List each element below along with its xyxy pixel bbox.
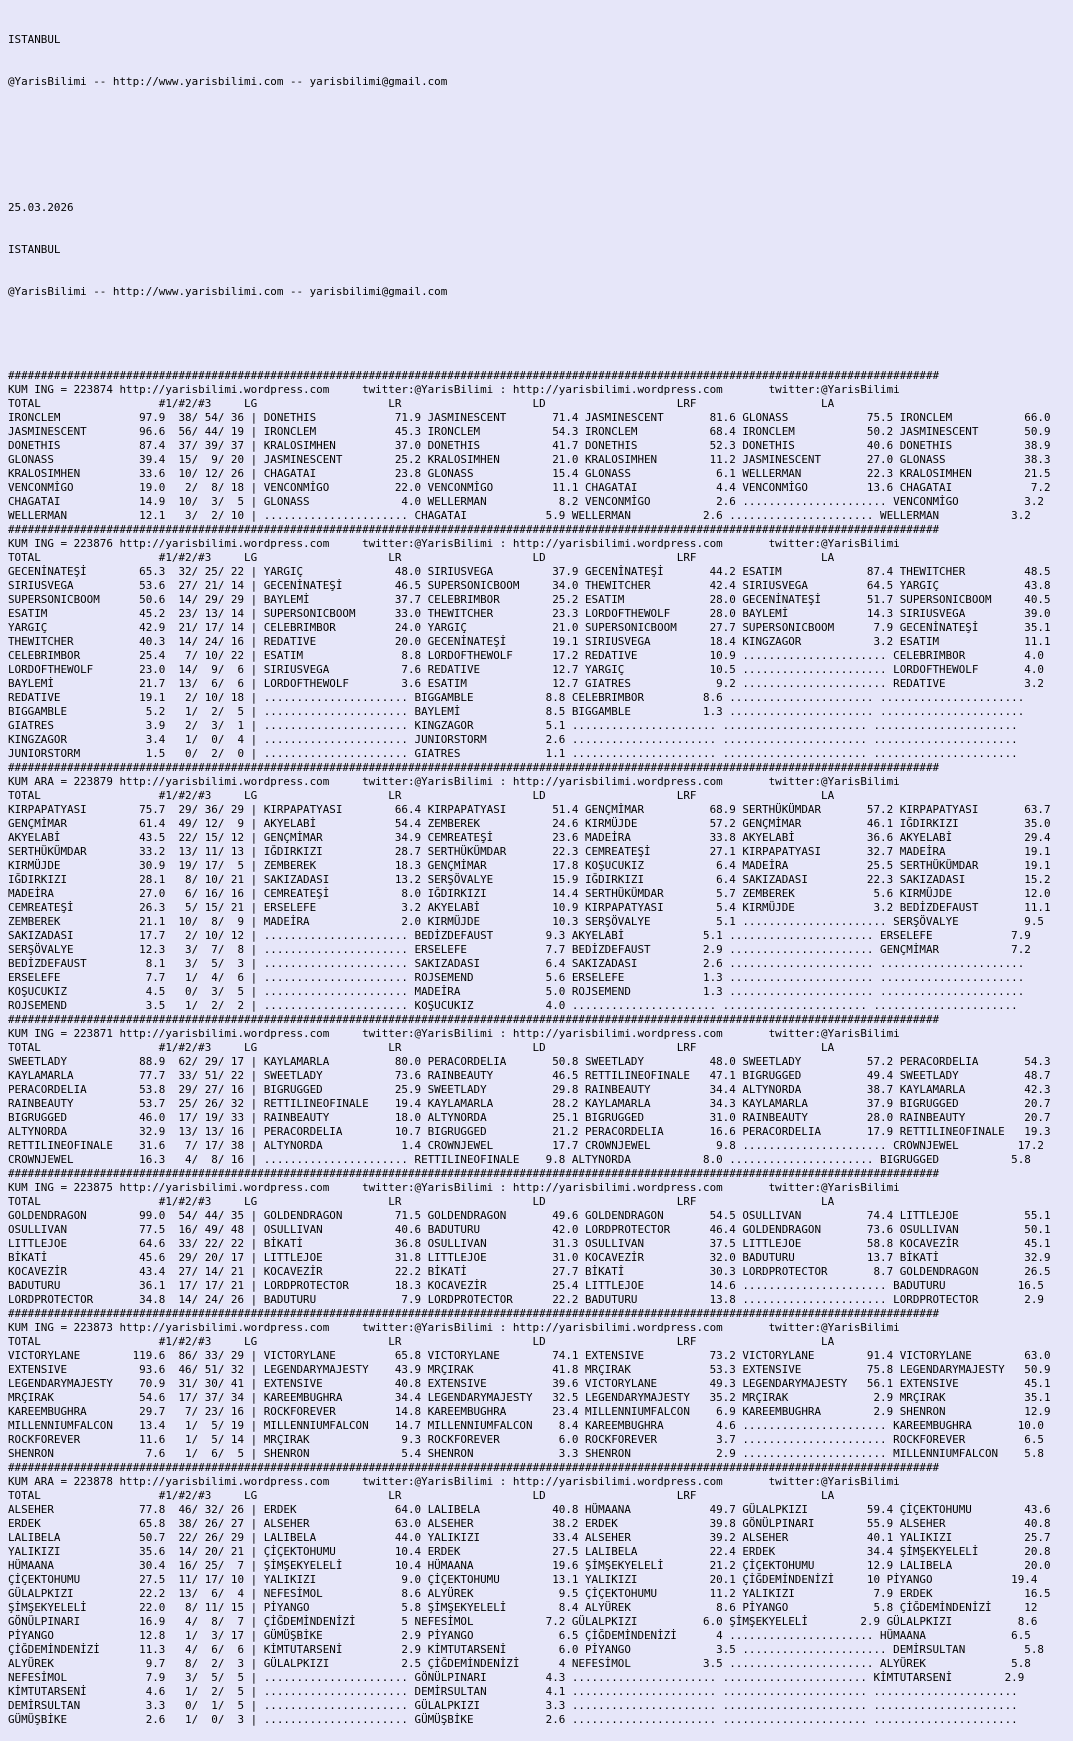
race-row: BİKATİ 45.6 29/ 20/ 17 | LITTLEJOE 31.8 LITTLEJOE 31.0 KOCAVEZİR 32.0 BADUTURU 13.7 BİKATİ 32.9 [8, 1251, 1051, 1264]
race-row: OSULLIVAN 77.5 16/ 49/ 48 | OSULLIVAN 40.6 BADUTURU 42.0 LORDPROTECTOR 46.4 GOLDENDRAGON 73.6 OSULLIVAN 50.1 [8, 1223, 1051, 1236]
race-row: RETTILINEOFINALE 31.6 7/ 17/ 38 | ALTYNORDA 1.4 CROWNJEWEL 17.7 CROWNJEWEL 9.8 ...................... CROWNJEWEL 17.2 [8, 1139, 1044, 1152]
race-row: GÜMÜŞBİKE 2.6 1/ 0/ 3 | ...................... GÜMÜŞBİKE 2.6 ...................... ...................... ...................... [8, 1713, 1018, 1726]
race-row: BAYLEMİ 21.7 13/ 6/ 6 | LORDOFTHEWOLF 3.6 ESATIM 12.7 GIATRES 9.2 ...................... REDATIVE 3.2 [8, 677, 1044, 690]
race-row: GOLDENDRAGON 99.0 54/ 44/ 35 | GOLDENDRAGON 71.5 GOLDENDRAGON 49.6 GOLDENDRAGON 54.5 OSULLIVAN 74.4 LITTLEJOE 55.1 [8, 1209, 1051, 1222]
column-header: TOTAL #1/#2/#3 LG LR LD LRF LA [8, 397, 835, 410]
race-row: BEDİZDEFAUST 8.1 3/ 5/ 3 | ...................... SAKIZADASI 6.4 SAKIZADASI 2.6 ...................... ...................... [8, 957, 1025, 970]
race-row: LORDPROTECTOR 34.8 14/ 24/ 26 | BADUTURU 7.9 LORDPROTECTOR 22.2 BADUTURU 13.8 ...................... LORDPROTECTOR 2.9 [8, 1293, 1044, 1306]
race-row: GÖNÜLPINARI 16.9 4/ 8/ 7 | ÇİĞDEMİNDENİZİ 5 NEFESİMOL 7.2 GÜLALPKIZI 6.0 ŞİMŞEKYELELİ 2.9 GÜLALPKIZI 8.6 [8, 1615, 1038, 1628]
race-row: GÜLALPKIZI 22.2 13/ 6/ 4 | NEFESİMOL 8.6 ALYÜREK 9.5 ÇİÇEKTOHUMU 11.2 YALIKIZI 7.9 ERDEK 16.5 [8, 1587, 1051, 1600]
race-row: PİYANGO 12.8 1/ 3/ 17 | GÜMÜŞBİKE 2.9 PİYANGO 6.5 ÇİĞDEMİNDENİZİ 4 ...................... HÜMAANA 6.5 [8, 1629, 1031, 1642]
race-row: WELLERMAN 12.1 3/ 2/ 10 | ...................... CHAGATAI 5.9 WELLERMAN 2.6 ...................... WELLERMAN 3.2 [8, 509, 1031, 522]
race-row: ALTYNORDA 32.9 13/ 13/ 16 | PERACORDELIA 10.7 BIGRUGGED 21.2 PERACORDELIA 16.6 PERACORDELIA 17.9 RETTILINEOFINALE 19.3 [8, 1125, 1051, 1138]
race-row: SHENRON 7.6 1/ 6/ 5 | SHENRON 5.4 SHENRON 3.3 SHENRON 2.9 ...................... MILLENNIUMFALCON 5.8 [8, 1447, 1044, 1460]
separator-line: ############################################################################################################################################## [8, 523, 940, 536]
race-row: ŞİMŞEKYELELİ 22.0 8/ 11/ 15 | PİYANGO 5.8 ŞİMŞEKYELELİ 8.4 ALYÜREK 8.6 PİYANGO 5.8 ÇİĞDEMİNDENİZİ 12 [8, 1601, 1038, 1614]
race-row: CHAGATAI 14.9 10/ 3/ 5 | GLONASS 4.0 WELLERMAN 8.2 VENCONMİGO 2.6 ...................... VENCONMİGO 3.2 [8, 495, 1044, 508]
header-city: ISTANBUL [8, 243, 61, 256]
race-row: VENCONMİGO 19.0 2/ 8/ 18 | VENCONMİGO 22.0 VENCONMİGO 11.1 CHAGATAI 4.4 VENCONMİGO 13.6 CHAGATAI 7.2 [8, 481, 1051, 494]
race-row: KRALOSIMHEN 33.6 10/ 12/ 26 | CHAGATAI 23.8 GLONASS 15.4 GLONASS 6.1 WELLERMAN 22.3 KRALOSIMHEN 21.5 [8, 467, 1051, 480]
race-row: GLONASS 39.4 15/ 9/ 20 | JASMINESCENT 25.2 KRALOSIMHEN 21.0 KRALOSIMHEN 11.2 JASMINESCENT 27.0 GLONASS 38.3 [8, 453, 1051, 466]
race-row: DONETHIS 87.4 37/ 39/ 37 | KRALOSIMHEN 37.0 DONETHIS 41.7 DONETHIS 52.3 DONETHIS 40.6 DONETHIS 38.9 [8, 439, 1051, 452]
race-row: BIGGAMBLE 5.2 1/ 2/ 5 | ...................... BAYLEMİ 8.5 BIGGAMBLE 1.3 ...................... ...................... [8, 705, 1025, 718]
race-row: ROCKFOREVER 11.6 1/ 5/ 14 | MRÇIRAK 9.3 ROCKFOREVER 6.0 ROCKFOREVER 3.7 ...................... ROCKFOREVER 6.5 [8, 1433, 1044, 1446]
race-row: EXTENSIVE 93.6 46/ 51/ 32 | LEGENDARYMAJESTY 43.9 MRÇIRAK 41.8 MRÇIRAK 53.3 EXTENSIVE 75.8 LEGENDARYMAJESTY 50.9 [8, 1363, 1051, 1376]
race-row: YALIKIZI 35.6 14/ 20/ 21 | ÇİÇEKTOHUMU 10.4 ERDEK 27.5 LALIBELA 22.4 ERDEK 34.4 ŞİMŞEKYELELİ 20.8 [8, 1545, 1051, 1558]
race-row: ÇİÇEKTOHUMU 27.5 11/ 17/ 10 | YALIKIZI 9.0 ÇİÇEKTOHUMU 13.1 YALIKIZI 20.1 ÇİĞDEMİNDENİZİ 10 PİYANGO 19.4 [8, 1573, 1038, 1586]
race-row: VICTORYLANE 119.6 86/ 33/ 29 | VICTORYLANE 65.8 VICTORYLANE 74.1 EXTENSIVE 73.2 VICTORYLANE 91.4 VICTORYLANE 63.0 [8, 1349, 1051, 1362]
race-row: JUNIORSTORM 1.5 0/ 2/ 0 | ...................... GIATRES 1.1 ...................... ...................... ...................... [8, 747, 1018, 760]
race-title: KUM ARA = 223879 http://yarisbilimi.wordpress.com twitter:@YarisBilimi : http://yarisbilimi.wordpress.com twitter:@YarisBilimi [8, 775, 900, 788]
race-row: AKYELABİ 43.5 22/ 15/ 12 | GENÇMİMAR 34.9 CEMREATEŞİ 23.6 MADEİRA 33.8 AKYELABİ 36.6 AKYELABİ 29.4 [8, 831, 1051, 844]
race-row: SERŞÖVALYE 12.3 3/ 7/ 8 | ...................... ERSELEFE 7.7 BEDİZDEFAUST 2.9 ...................... GENÇMİMAR 7.2 [8, 943, 1031, 956]
race-row: LEGENDARYMAJESTY 70.9 31/ 30/ 41 | EXTENSIVE 40.8 EXTENSIVE 39.6 VICTORYLANE 49.3 LEGENDARYMAJESTY 56.1 EXTENSIVE 45.1 [8, 1377, 1051, 1390]
race-row: KOCAVEZİR 43.4 27/ 14/ 21 | KOCAVEZİR 22.2 BİKATİ 27.7 BİKATİ 30.3 LORDPROTECTOR 8.7 GOLDENDRAGON 26.5 [8, 1265, 1051, 1278]
race-row: GECENİNATEŞİ 65.3 32/ 25/ 22 | YARGIÇ 48.0 SIRIUSVEGA 37.9 GECENİNATEŞİ 44.2 ESATIM 87.4 THEWITCHER 48.5 [8, 565, 1051, 578]
race-row: CROWNJEWEL 16.3 4/ 8/ 16 | ...................... RETTILINEOFINALE 9.8 ALTYNORDA 8.0 ...................... BIGRUGGED 5.8 [8, 1153, 1031, 1166]
column-header: TOTAL #1/#2/#3 LG LR LD LRF LA [8, 551, 835, 564]
race-title: KUM ING = 223876 http://yarisbilimi.wordpress.com twitter:@YarisBilimi : http://yarisbilimi.wordpress.com twitter:@YarisBilimi [8, 537, 900, 550]
race-row: MRÇIRAK 54.6 17/ 37/ 34 | KAREEMBUGHRA 34.4 LEGENDARYMAJESTY 32.5 LEGENDARYMAJESTY 35.2 MRÇIRAK 2.9 MRÇIRAK 35.1 [8, 1391, 1051, 1404]
race-row: BIGRUGGED 46.0 17/ 19/ 33 | RAINBEAUTY 18.0 ALTYNORDA 25.1 BIGRUGGED 31.0 RAINBEAUTY 28.0 RAINBEAUTY 20.7 [8, 1111, 1051, 1124]
race-row: IĞDIRKIZI 28.1 8/ 10/ 21 | SAKIZADASI 13.2 SERŞÖVALYE 15.9 IĞDIRKIZI 6.4 SAKIZADASI 22.3 SAKIZADASI 15.2 [8, 873, 1051, 886]
race-row: KAREEMBUGHRA 29.7 7/ 23/ 16 | ROCKFOREVER 14.8 KAREEMBUGHRA 23.4 MILLENNIUMFALCON 6.9 KAREEMBUGHRA 2.9 SHENRON 12.9 [8, 1405, 1051, 1418]
race-row: SWEETLADY 88.9 62/ 29/ 17 | KAYLAMARLA 80.0 PERACORDELIA 50.8 SWEETLADY 48.0 SWEETLADY 57.2 PERACORDELIA 54.3 [8, 1055, 1051, 1068]
race-row: ROJSEMEND 3.5 1/ 2/ 2 | ...................... KOŞUCUKIZ 4.0 ...................... ...................... ...................... [8, 999, 1018, 1012]
separator-line: ############################################################################################################################################## [8, 1307, 940, 1320]
race-row: GENÇMİMAR 61.4 49/ 12/ 9 | AKYELABİ 54.4 ZEMBEREK 24.6 KIRMÜJDE 57.2 GENÇMİMAR 46.1 IĞDIRKIZI 35.0 [8, 817, 1051, 830]
race-row: IRONCLEM 97.9 38/ 54/ 36 | DONETHIS 71.9 JASMINESCENT 71.4 JASMINESCENT 81.6 GLONASS 75.5 IRONCLEM 66.0 [8, 411, 1051, 424]
race-row: ÇİĞDEMİNDENİZİ 11.3 4/ 6/ 6 | KİMTUTARSENİ 2.9 KİMTUTARSENİ 6.0 PİYANGO 3.5 ...................... DEMİRSULTAN 5.8 [8, 1643, 1044, 1656]
race-row: KIRPAPATYASI 75.7 29/ 36/ 29 | KIRPAPATYASI 66.4 KIRPAPATYASI 51.4 GENÇMİMAR 68.9 SERTHÜKÜMDAR 57.2 KIRPAPATYASI 63.7 [8, 803, 1051, 816]
column-header: TOTAL #1/#2/#3 LG LR LD LRF LA [8, 1041, 835, 1054]
race-row: LITTLEJOE 64.6 33/ 22/ 22 | BİKATİ 36.8 OSULLIVAN 31.3 OSULLIVAN 37.5 LITTLEJOE 58.8 KOCAVEZİR 45.1 [8, 1237, 1051, 1250]
race-row: PERACORDELIA 53.8 29/ 27/ 16 | BIGRUGGED 25.9 SWEETLADY 29.8 RAINBEAUTY 34.4 ALTYNORDA 38.7 KAYLAMARLA 42.3 [8, 1083, 1051, 1096]
race-row: MADEİRA 27.0 6/ 16/ 16 | CEMREATEŞİ 8.0 IĞDIRKIZI 14.4 SERTHÜKÜMDAR 5.7 ZEMBEREK 5.6 KIRMÜJDE 12.0 [8, 887, 1051, 900]
race-row: BADUTURU 36.1 17/ 17/ 21 | LORDPROTECTOR 18.3 KOCAVEZİR 25.4 LITTLEJOE 14.6 ...................... BADUTURU 16.5 [8, 1279, 1044, 1292]
race-row: YARGIÇ 42.9 21/ 17/ 14 | CELEBRIMBOR 24.0 YARGIÇ 21.0 SUPERSONICBOOM 27.7 SUPERSONICBOOM 7.9 GECENİNATEŞİ 35.1 [8, 621, 1051, 634]
race-row: KİMTUTARSENİ 4.6 1/ 2/ 5 | ...................... DEMİRSULTAN 4.1 ...................... ...................... ...................... [8, 1685, 1018, 1698]
race-row: DEMİRSULTAN 3.3 0/ 1/ 5 | ...................... GÜLALPKIZI 3.3 ...................... ...................... ...................... [8, 1699, 1018, 1712]
race-title: KUM ING = 223871 http://yarisbilimi.wordpress.com twitter:@YarisBilimi : http://yarisbilimi.wordpress.com twitter:@YarisBilimi [8, 1027, 900, 1040]
race-row: SIRIUSVEGA 53.6 27/ 21/ 14 | GECENİNATEŞİ 46.5 SUPERSONICBOOM 34.0 THEWITCHER 42.4 SIRIUSVEGA 64.5 YARGIÇ 43.8 [8, 579, 1051, 592]
race-row: LORDOFTHEWOLF 23.0 14/ 9/ 6 | SIRIUSVEGA 7.6 REDATIVE 12.7 YARGIÇ 10.5 ...................... LORDOFTHEWOLF 4.0 [8, 663, 1044, 676]
race-row: RAINBEAUTY 53.7 25/ 26/ 32 | RETTILINEOFINALE 19.4 KAYLAMARLA 28.2 KAYLAMARLA 34.3 KAYLAMARLA 37.9 BIGRUGGED 20.7 [8, 1097, 1051, 1110]
race-title: KUM ING = 223874 http://yarisbilimi.wordpress.com twitter:@YarisBilimi : http://yarisbilimi.wordpress.com twitter:@YarisBilimi [8, 383, 900, 396]
race-row: JASMINESCENT 96.6 56/ 44/ 19 | IRONCLEM 45.3 IRONCLEM 54.3 IRONCLEM 68.4 IRONCLEM 50.2 JASMINESCENT 50.9 [8, 425, 1051, 438]
column-header: TOTAL #1/#2/#3 LG LR LD LRF LA [8, 1335, 835, 1348]
race-row: THEWITCHER 40.3 14/ 24/ 16 | REDATIVE 20.0 GECENİNATEŞİ 19.1 SIRIUSVEGA 18.4 KINGZAGOR 3.2 ESATIM 11.1 [8, 635, 1051, 648]
separator-line: ############################################################################################################################################## [8, 1461, 940, 1474]
race-row: GIATRES 3.9 2/ 3/ 1 | ...................... KINGZAGOR 5.1 ...................... ...................... ...................... [8, 719, 1018, 732]
race-title: KUM ING = 223875 http://yarisbilimi.wordpress.com twitter:@YarisBilimi : http://yarisbilimi.wordpress.com twitter:@YarisBilimi [8, 1181, 900, 1194]
header-date: 25.03.2026 [8, 201, 74, 214]
separator-line: ############################################################################################################################################## [8, 369, 940, 382]
header-city-top: ISTANBUL [8, 33, 61, 46]
race-row: SAKIZADASI 17.7 2/ 10/ 12 | ...................... BEDİZDEFAUST 9.3 AKYELABİ 5.1 ...................... ERSELEFE 7.9 [8, 929, 1031, 942]
separator-line: ############################################################################################################################################## [8, 1013, 940, 1026]
race-row: KAYLAMARLA 77.7 33/ 51/ 22 | SWEETLADY 73.6 RAINBEAUTY 46.5 RETTILINEOFINALE 47.1 BIGRUGGED 49.4 SWEETLADY 48.7 [8, 1069, 1051, 1082]
column-header: TOTAL #1/#2/#3 LG LR LD LRF LA [8, 789, 835, 802]
race-sections [8, 369, 1073, 1727]
race-row: ERDEK 65.8 38/ 26/ 27 | ALSEHER 63.0 ALSEHER 38.2 ERDEK 39.8 GÖNÜLPINARI 55.9 ALSEHER 40.8 [8, 1517, 1051, 1530]
race-row: HÜMAANA 30.4 16/ 25/ 7 | ŞİMŞEKYELELİ 10.4 HÜMAANA 19.6 ŞİMŞEKYELELİ 21.2 ÇİÇEKTOHUMU 12.9 LALIBELA 20.0 [8, 1559, 1051, 1572]
race-row: SERTHÜKÜMDAR 33.2 13/ 11/ 13 | IĞDIRKIZI 28.7 SERTHÜKÜMDAR 22.3 CEMREATEŞİ 27.1 KIRPAPATYASI 32.7 MADEİRA 19.1 [8, 845, 1051, 858]
blank-line [8, 327, 1073, 341]
column-header: TOTAL #1/#2/#3 LG LR LD LRF LA [8, 1489, 835, 1502]
race-row: LALIBELA 50.7 22/ 26/ 29 | LALIBELA 44.0 YALIKIZI 33.4 ALSEHER 39.2 ALSEHER 40.1 YALIKIZI 25.7 [8, 1531, 1051, 1544]
race-row: ALSEHER 77.8 46/ 32/ 26 | ERDEK 64.0 LALIBELA 40.8 HÜMAANA 49.7 GÜLALPKIZI 59.4 ÇİÇEKTOHUMU 43.6 [8, 1503, 1051, 1516]
separator-line: ############################################################################################################################################## [8, 1167, 940, 1180]
race-title: KUM ARA = 223878 http://yarisbilimi.wordpress.com twitter:@YarisBilimi : http://yarisbilimi.wordpress.com twitter:@YarisBilimi [8, 1475, 900, 1488]
race-row: KIRMÜJDE 30.9 19/ 17/ 5 | ZEMBEREK 18.3 GENÇMİMAR 17.8 KOŞUCUKIZ 6.4 MADEİRA 25.5 SERTHÜKÜMDAR 19.1 [8, 859, 1051, 872]
race-row: KOŞUCUKIZ 4.5 0/ 3/ 5 | ...................... MADEİRA 5.0 ROJSEMEND 1.3 ...................... ...................... [8, 985, 1025, 998]
separator-line: ############################################################################################################################################## [8, 761, 940, 774]
header-contact-top: @YarisBilimi -- http://www.yarisbilimi.com -- yarisbilimi@gmail.com [8, 75, 448, 88]
race-row: ESATIM 45.2 23/ 13/ 14 | SUPERSONICBOOM 33.0 THEWITCHER 23.3 LORDOFTHEWOLF 28.0 BAYLEMİ 14.3 SIRIUSVEGA 39.0 [8, 607, 1051, 620]
race-row: CELEBRIMBOR 25.4 7/ 10/ 22 | ESATIM 8.8 LORDOFTHEWOLF 17.2 REDATIVE 10.9 ...................... CELEBRIMBOR 4.0 [8, 649, 1044, 662]
race-row: SUPERSONICBOOM 50.6 14/ 29/ 29 | BAYLEMİ 37.7 CELEBRIMBOR 25.2 ESATIM 28.0 GECENİNATEŞİ 51.7 SUPERSONICBOOM 40.5 [8, 593, 1051, 606]
race-row: ALYÜREK 9.7 8/ 2/ 3 | GÜLALPKIZI 2.5 ÇİĞDEMİNDENİZİ 4 NEFESİMOL 3.5 ...................... ALYÜREK 5.8 [8, 1657, 1031, 1670]
race-row: MILLENNIUMFALCON 13.4 1/ 5/ 19 | MILLENNIUMFALCON 14.7 MILLENNIUMFALCON 8.4 KAREEMBUGHRA 4.6 ...................... KAREEMBUGHRA 10.0 [8, 1419, 1044, 1432]
race-row: KINGZAGOR 3.4 1/ 0/ 4 | ...................... JUNIORSTORM 2.6 ...................... ...................... ...................... [8, 733, 1018, 746]
race-row: REDATIVE 19.1 2/ 10/ 18 | ...................... BIGGAMBLE 8.8 CELEBRIMBOR 8.6 ...................... ...................... [8, 691, 1025, 704]
race-row: ERSELEFE 7.7 1/ 4/ 6 | ...................... ROJSEMEND 5.6 ERSELEFE 1.3 ...................... ...................... [8, 971, 1025, 984]
blank-line [8, 159, 1073, 173]
blank-line [8, 117, 1073, 131]
column-header: TOTAL #1/#2/#3 LG LR LD LRF LA [8, 1195, 835, 1208]
race-row: NEFESİMOL 7.9 3/ 5/ 5 | ...................... GÖNÜLPINARI 4.3 ...................... ...................... KİMTUTARSENİ 2.9 [8, 1671, 1025, 1684]
race-row: ZEMBEREK 21.1 10/ 8/ 9 | MADEİRA 2.0 KIRMÜJDE 10.3 SERŞÖVALYE 5.1 ...................... SERŞÖVALYE 9.5 [8, 915, 1044, 928]
header-contact: @YarisBilimi -- http://www.yarisbilimi.com -- yarisbilimi@gmail.com [8, 285, 448, 298]
race-row: CEMREATEŞİ 26.3 5/ 15/ 21 | ERSELEFE 3.2 AKYELABİ 10.9 KIRPAPATYASI 5.4 KIRMÜJDE 3.2 BEDİZDEFAUST 11.1 [8, 901, 1051, 914]
race-title: KUM ING = 223873 http://yarisbilimi.wordpress.com twitter:@YarisBilimi : http://yarisbilimi.wordpress.com twitter:@YarisBilimi [8, 1321, 900, 1334]
